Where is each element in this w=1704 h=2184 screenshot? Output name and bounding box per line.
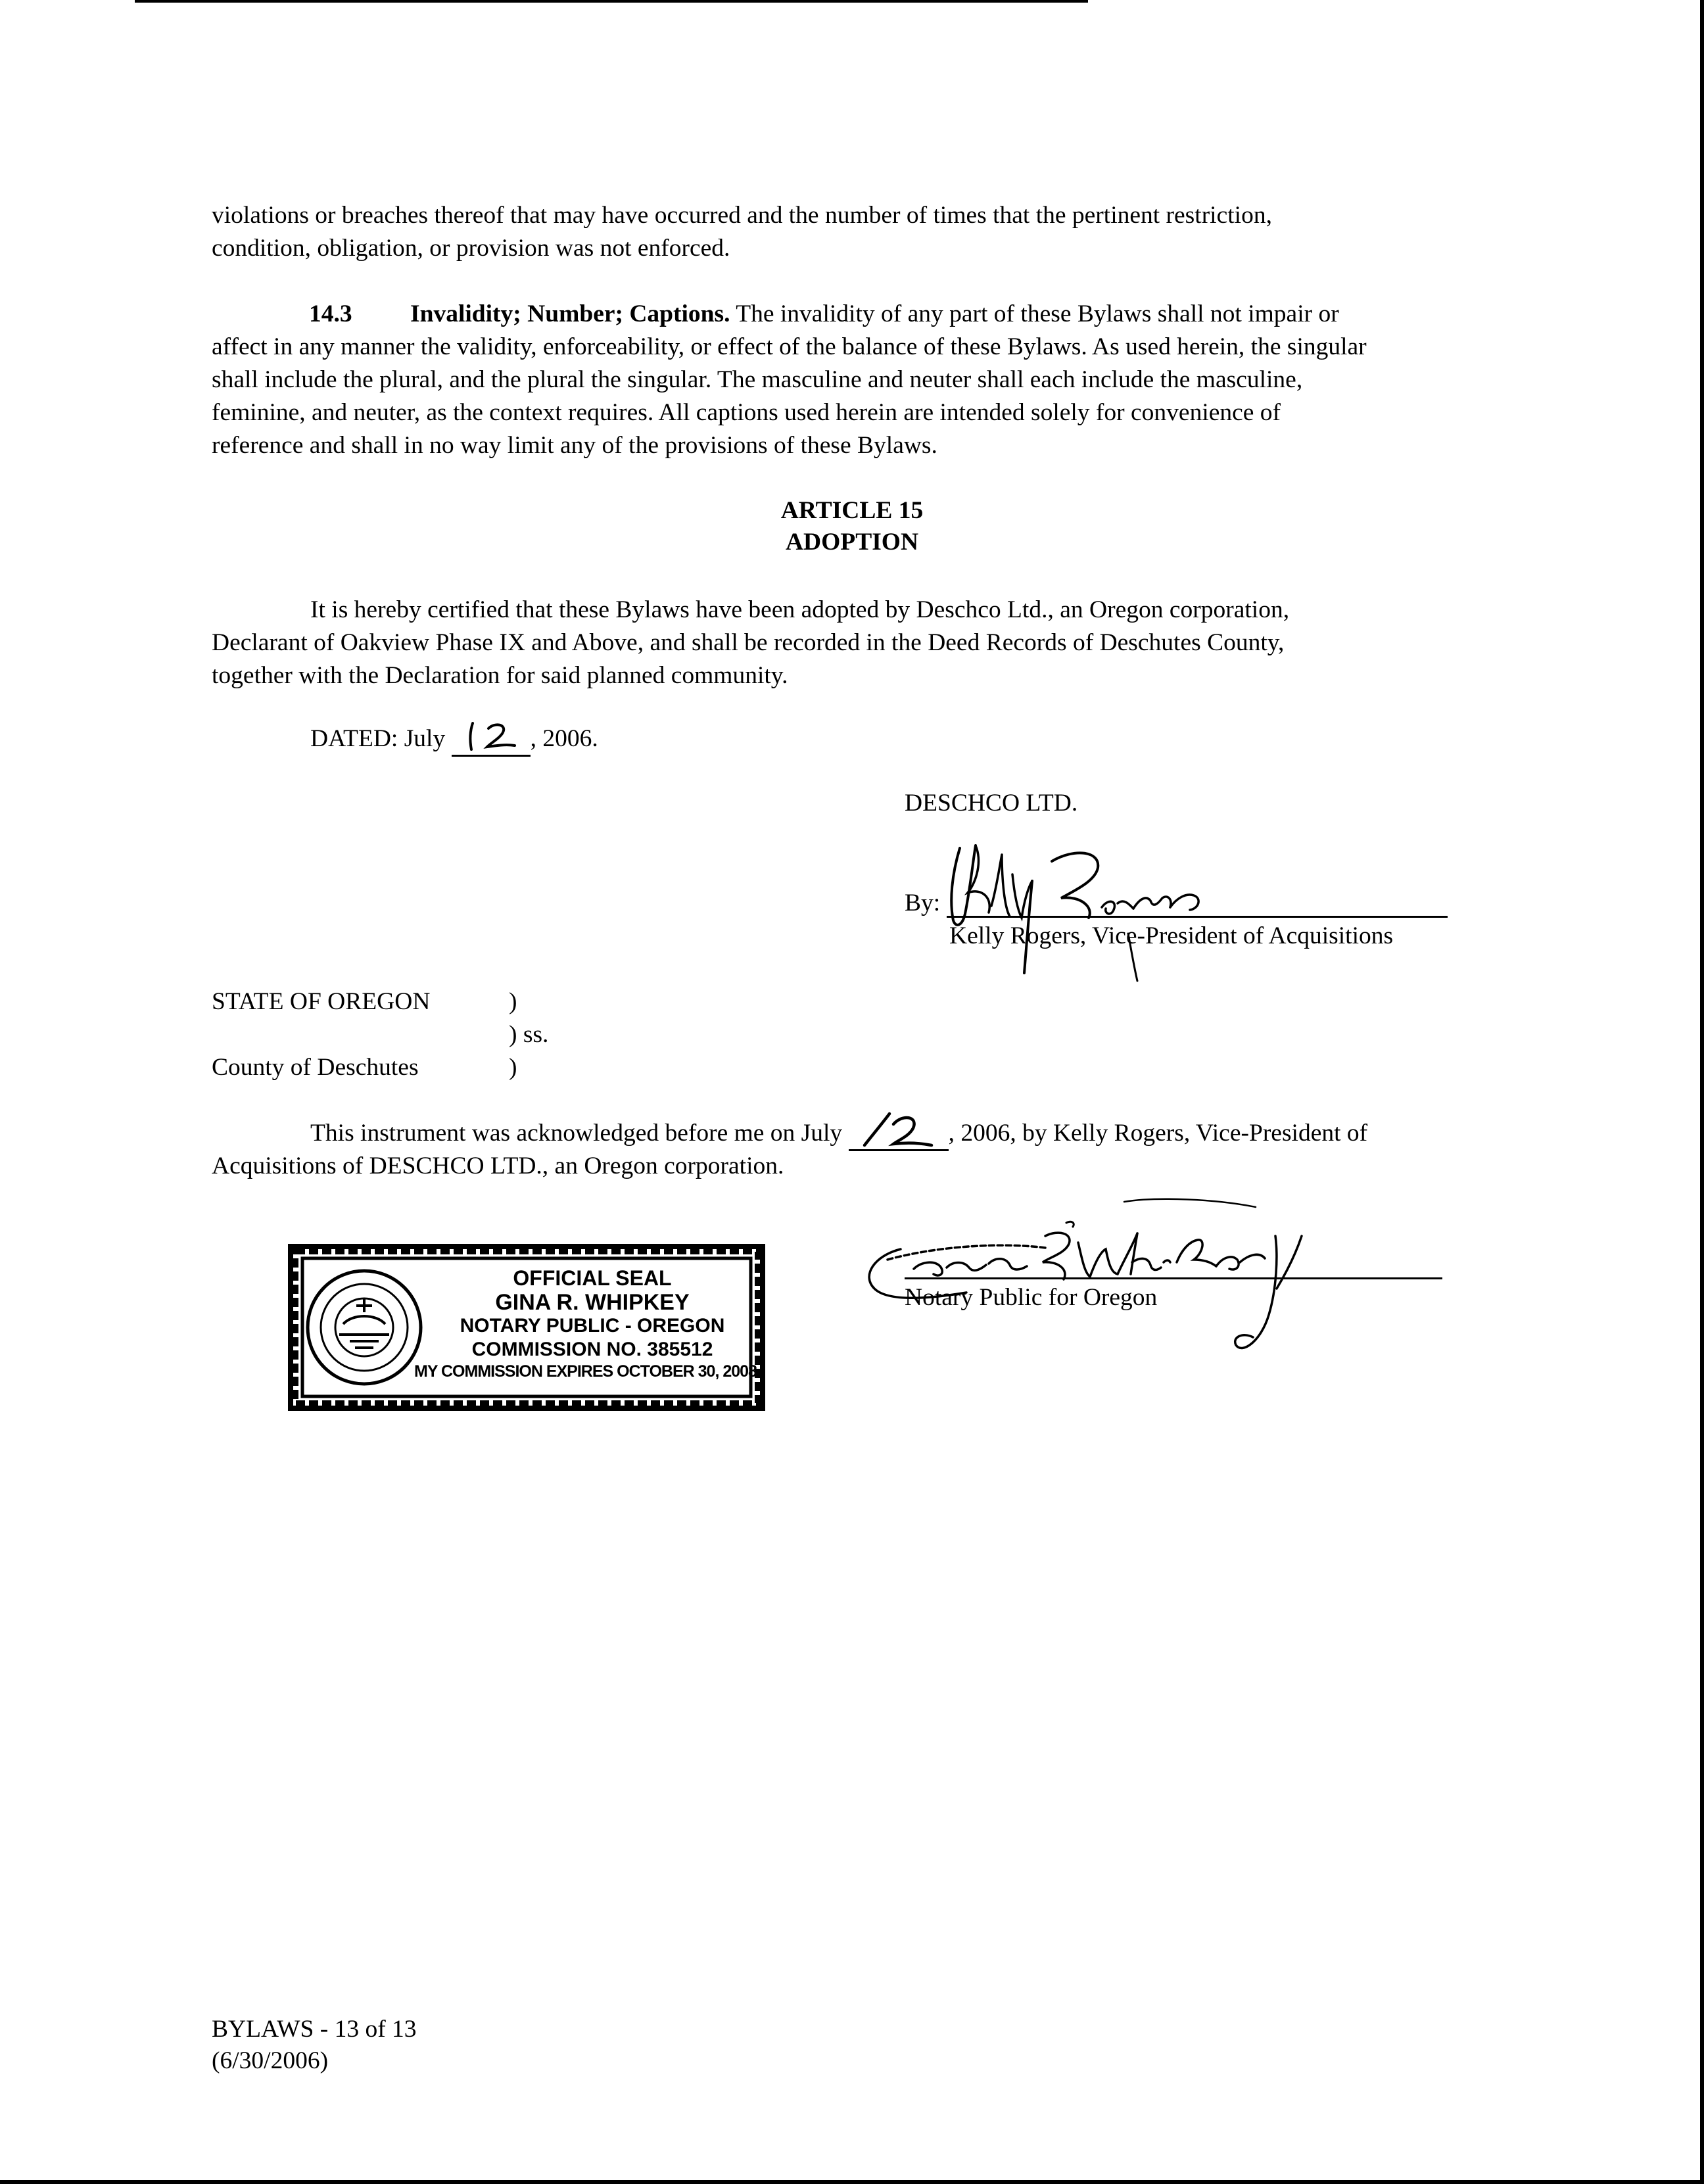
continuation-line-2: condition, obligation, or provision was not enforced. (212, 235, 730, 262)
dated-day-blank (452, 723, 531, 757)
continuation-line-1: violations or breaches thereof that may have occurred and the number of times that the pertinent restriction, (212, 202, 1272, 229)
handwritten-day-12 (463, 717, 523, 756)
section-number: 14.3 (309, 300, 352, 327)
footer-date-ref: (6/30/2006) (212, 2047, 329, 2074)
certification-line-3: together with the Declaration for said planned community. (212, 662, 788, 689)
acknowledgment-suffix: , 2006, by Kelly Rogers, Vice-President of (948, 1120, 1368, 1147)
article-number: ARTICLE 15 (780, 497, 924, 524)
certification-line-2: Declarant of Oakview Phase IX and Above, and shall be recorded in the Deed Records of Deschutes County, (212, 629, 1285, 656)
article-title: ADOPTION (785, 529, 919, 556)
dated-prefix: DATED: July (310, 725, 452, 752)
by-label: By: (905, 890, 941, 916)
venue-ss: ) ss. (509, 1021, 549, 1048)
official-notary-seal (287, 1243, 767, 1412)
gina-whipkey-signature (848, 1197, 1335, 1374)
section-14-3-line: reference and shall in no way limit any of the provisions of these Bylaws. (212, 432, 937, 459)
company-name: DESCHCO LTD. (905, 790, 1078, 817)
section-14-3-first-line (212, 298, 1500, 331)
acknowledgment-prefix: This instrument was acknowledged before me on July (310, 1120, 849, 1147)
section-heading: Invalidity; Number; Captions. (410, 300, 730, 327)
handwritten-ack-day-12 (858, 1107, 943, 1153)
dated-suffix: , 2006. (530, 725, 598, 752)
seal-line-1: OFFICIAL SEAL (513, 1266, 672, 1290)
acknowledgment-line-2: Acquisitions of DESCHCO LTD., an Oregon corporation. (212, 1152, 784, 1179)
seal-line-4: COMMISSION NO. 385512 (471, 1339, 713, 1360)
venue-paren-3: ) (509, 1054, 517, 1081)
seal-line-2: GINA R. WHIPKEY (495, 1290, 690, 1315)
kelly-rogers-signature (936, 835, 1212, 986)
section-first-line-text: The invalidity of any part of these Bylaws shall not impair or (730, 300, 1339, 327)
scan-edge-bottom (0, 2180, 1704, 2184)
venue-state: STATE OF OREGON (212, 988, 431, 1015)
acknowledgment-day-blank (849, 1118, 949, 1151)
venue-paren-1: ) (509, 988, 517, 1015)
scan-edge-top (135, 0, 1088, 3)
notary-caption: Notary Public for Oregon (905, 1284, 1158, 1311)
section-14-3-line: feminine, and neuter, as the context requires. All captions used herein are intended solely for convenience of (212, 399, 1281, 426)
seal-line-3: NOTARY PUBLIC - OREGON (460, 1315, 725, 1337)
venue-county: County of Deschutes (212, 1054, 419, 1081)
signer-caption: Kelly Rogers, Vice-President of Acquisitions (949, 922, 1394, 949)
section-14-3-line: affect in any manner the validity, enforceability, or effect of the balance of these Bylaws. As used herein, the singular (212, 333, 1367, 360)
seal-line-5: MY COMMISSION EXPIRES OCTOBER 30, 2008 (414, 1362, 757, 1381)
section-14-3-line: shall include the plural, and the plural the singular. The masculine and neuter shall each include the masculine, (212, 366, 1303, 393)
footer-doc-ref: BYLAWS - 13 of 13 (212, 2016, 417, 2043)
dated-line (310, 723, 598, 757)
acknowledgment-line-1 (310, 1118, 1367, 1151)
certification-line-1: It is hereby certified that these Bylaws have been adopted by Deschco Ltd., an Oregon corporation, (310, 596, 1290, 623)
scan-edge-right (1700, 0, 1704, 2184)
